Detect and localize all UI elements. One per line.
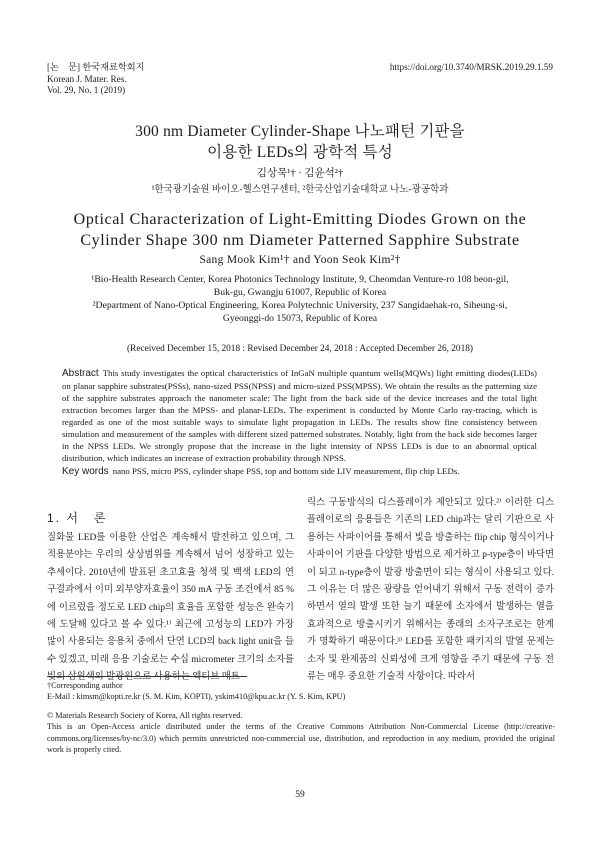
- page-number: 59: [295, 790, 305, 800]
- body-left-column: 질화물 LED를 이용한 산업은 계속해서 발전하고 있으며, 그 적용분야는 우리의 상상범위를 계속해서 넘어 성장하고 있는 추세이다. 2010년에 발표된 초고효율 청색 및 백색 LED의 연구결과에서 이미 외부양자효율이 350 mA 구동 조건에서 85 %에 이르렀을 정도로 LED chip의 효율을 포함한 성능은 완숙기에 도달해 있다고 볼 수 있다.¹⁾ 최근에 고성능의 LED가 가장 많이 사용되는 응용처 중에서 단연 LCD의 back light unit을 들 수 있겠고, 미래 응용 기술로는 수십 micrometer 크기의 소자를 빛의 삼원색의 발광원으로 사용하는 액티브 매트: [47, 533, 294, 683]
- section-heading: 1. 서 론: [47, 511, 108, 525]
- abstract: [62, 367, 537, 464]
- english-authors: Sang Mook Kim¹† and Yoon Seok Kim²†: [199, 254, 401, 266]
- corresponding-author: †Corresponding author: [47, 681, 123, 690]
- affiliation-1-line1: ¹Bio-Health Research Center, Korea Photonics Technology Institute, 9, Cheomdan Venture-ro 108 beon-gil,: [91, 274, 509, 285]
- english-affiliations: [30, 273, 570, 325]
- doi-link[interactable]: https://doi.org/10.3740/MRSK.2019.29.1.59: [389, 62, 553, 72]
- journal-type-label: [논 문] 한국재료학회지: [47, 62, 145, 72]
- keywords-text: nano PSS, micro PSS, cylinder shape PSS, top and bottom side LIV measurement, flip chip LEDs.: [112, 466, 460, 476]
- journal-header: [47, 62, 144, 97]
- korean-title: [40, 121, 560, 163]
- korean-authors: 김상묵¹† · 김윤석²†: [256, 168, 344, 179]
- abstract-text: This study investigates the optical characteristics of InGaN multiple quantum wells(MQWs) light emitting diodes(LEDs) on planar sapphire substrates(PSSs), nano-sized PSS(NPSS) and micro-sized PSS(MPSS). We obtain the results as the patterning size of the sapphire substrates approach the nanometer scale: The light from the back side of the device increases and the total light extraction becomes larger than the MPSS- and planar-LEDs. The experiment is conducted by Monte Carlo ray-tracing, which is regarded as one of the most suitable ways to simulate light propagation in LEDs. The results show fine consistency between simulation and measurement of the samples with different sized patterned substrates. Notably, light from the back side becomes larger in the NPSS LEDs. We strongly propose that the increase in the light intensity of NPSS LEDs is due to an abnormal optical distribution, which indicates an increase of extraction probability through NPSS.: [62, 368, 537, 463]
- footnotes: [47, 680, 555, 755]
- copyright-notice: © Materials Research Society of Korea, All rights reserved.: [47, 710, 243, 720]
- korean-affiliation: ¹한국광기술원 바이오-헬스연구센터, ²한국산업기술대학교 나노-광공학과: [151, 185, 449, 195]
- received-dates: (Received December 15, 2018 : Revised December 24, 2018 : Accepted December 26, 2018): [127, 344, 473, 354]
- korean-title-line2: 이용한 LEDs의 광학적 특성: [207, 144, 393, 161]
- keywords: [62, 466, 537, 477]
- footnote-divider: [47, 676, 247, 677]
- author-emails: E-Mail : kimsm@kopti.re.kr (S. M. Kim, KOPTI), yskim410@kpu.ac.kr (Y. S. Kim, KPU): [47, 692, 346, 702]
- english-title: [20, 209, 580, 251]
- license-notice: This is an Open-Access article distributed under the terms of the Creative Commons Attribution Non-Commercial License (http://creative-commons.org/licenses/by-nc/3.0) which permits unrestricted non-commercial use, distribution, and reproduction in any medium, provided the original work is properly cited.: [47, 722, 555, 755]
- english-title-line2: Cylinder Shape 300 nm Diameter Patterned Sapphire Substrate: [80, 232, 520, 249]
- english-title-line1: Optical Characterization of Light-Emitting Diodes Grown on the: [73, 211, 527, 228]
- journal-name-english: Korean J. Mater. Res.: [47, 73, 127, 84]
- affiliation-2-line1: ²Department of Nano-Optical Engineering, Korea Polytechnic University, 237 Sangidaehak-ro, Siheung-si,: [92, 300, 508, 311]
- keywords-label: Key words: [62, 466, 109, 477]
- korean-title-line1: 300 nm Diameter Cylinder-Shape 나노패턴 기판을: [135, 123, 465, 140]
- affiliation-2-line2: Gyeonggi-do 15073, Republic of Korea: [222, 313, 378, 324]
- abstract-label: Abstract: [62, 368, 99, 379]
- body-right-column: 릭스 구동방식의 디스플레이가 제안되고 있다.²⁾ 이러한 디스플레이로의 응용들은 기존의 LED chip과는 달리 기판으로 사용하는 사파이어를 통해서 빛을 방출하는 flip chip 형식이거나 사파이어 기판을 다양한 방법으로 제거하고 p-type층이 바닥면이 되고 n-type층이 발광 방출면이 되는 형식이 사용되고 있다. 그 이유는 더 많은 광량을 얻어내기 위해서 구동 전력이 증가하면서 열의 발생 또한 늘기 때문에 소자에서 발생하는 열을 효과적으로 방출시키기 위해서는 종래의 소자구조로는 한계가 명확하기 때문이다.³⁾ LED를 포함한 패키지의 발열 문제는 소자 및 완제품의 신뢰성에 크게 영향을 주기 때문에 구동 전류는 매우 중요한 기술적 사항이다. 따라서: [307, 498, 554, 683]
- journal-volume: Vol. 29, No. 1 (2019): [47, 85, 126, 95]
- affiliation-1-line2: Buk-gu, Gwangju 61007, Republic of Korea: [213, 287, 387, 298]
